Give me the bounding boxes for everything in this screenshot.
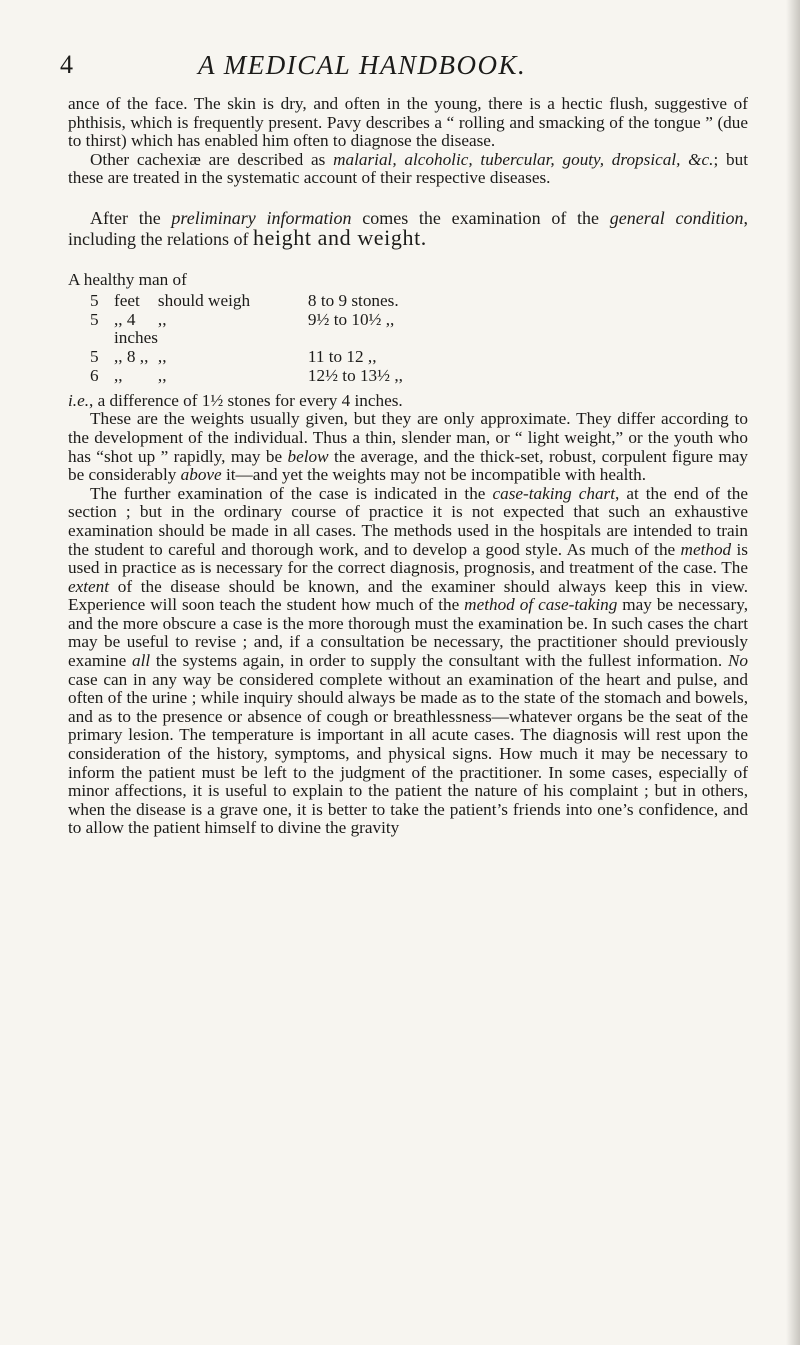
paragraph-continuation (68, 95, 748, 151)
height-unit: ,, (114, 365, 123, 385)
height-feet: 6 (90, 365, 99, 385)
paragraph-cachexiae (68, 151, 748, 188)
text-run: the average, and the thick-set, robust, corpulent figure may be considerably (68, 446, 748, 485)
weights-intro: A healthy man of (68, 269, 187, 289)
emphasis-run: height and weight. (252, 224, 427, 250)
italic-run: below (287, 446, 329, 466)
italic-run: i.e. (68, 390, 89, 410)
weight-range: 12½ to 13½ ,, (307, 365, 403, 385)
body-text (68, 95, 748, 838)
height-weight-table (90, 292, 488, 386)
text-run: of the disease should be known, and the examiner should always keep this in view. Experience will soon teach the student how much of the (68, 576, 748, 615)
italic-run: extent (68, 576, 110, 596)
italic-run: general condition (609, 207, 744, 228)
table-row (90, 348, 488, 367)
running-head: A MEDICAL HANDBOOK. (198, 50, 527, 80)
height-feet: 5 (90, 290, 99, 310)
text-run: ance of the face. The skin is dry, and often in the young, there is a hectic flush, suggestive of phthisis, which is frequently present. Pavy describes a “ rolling and smacking of the tongue ” (due to thirst) which has enabled him often to diagnose the disease. (68, 94, 748, 151)
verb-cell: should weigh (157, 290, 251, 310)
text-run: These are the weights usually given, but they are only approximate. They differ according to the development of the individual. Thus a thin, slender man, or “ light weight,” or the youth who has “shot up ” rapidly, may be (68, 409, 748, 466)
verb-cell: ,, (157, 309, 167, 329)
italic-run: No (727, 651, 749, 671)
page-header (0, 50, 800, 90)
italic-run: case-taking chart (492, 483, 616, 503)
height-feet: 5 (90, 309, 99, 329)
text-run: it—and yet the weights may not be incompatible with health. (221, 465, 647, 485)
height-unit: feet (114, 290, 140, 310)
text-run: After the (90, 207, 172, 228)
table-row (90, 311, 488, 348)
text-run: is used in practice as is necessary for the correct diagnosis, prognosis, and treatment of the case. The (68, 539, 748, 578)
text-run: may be necessary, and the more obscure a case is the more thorough must the examination be. In such cases the chart may be useful to revise ; and, if a consultation be necessary, the practitioner should previously examine (68, 595, 748, 671)
italic-run: preliminary information (171, 207, 352, 228)
table-row (90, 292, 488, 311)
italic-run: malarial, alcoholic, tubercular, gouty, dropsical, &c. (333, 149, 714, 169)
paragraph-approximate (68, 410, 748, 484)
paragraph-difference (68, 392, 748, 411)
verb-cell: ,, (157, 346, 167, 366)
paragraph-examination (68, 485, 748, 838)
text-run: Other cachexiæ are described as (90, 149, 334, 169)
weight-range: 9½ to 10½ ,, (307, 309, 395, 329)
weight-range: 11 to 12 ,, (307, 346, 377, 366)
italic-run: all (131, 651, 151, 671)
page-edge-shadow (786, 0, 800, 1345)
text-run: case can in any way be considered complete without an examination of the heart and pulse, and often of the urine ; while inquiry should always be made as to the state of the stomach and bowels, and as to the presence or absence of cough or breathlessness—whatever organs be the seat of the primary lesion. The temperature is important in all acute cases. The diagnosis will rest upon the consideration of the history, symptoms, and physical signs. How much it may be necessary to inform the patient must be left to the judgment of the practitioner. In some cases, especially of minor affections, it is useful to explain to the patient the nature of his complaint ; but in others, when the disease is a grave one, it is better to take the patient’s friends into one’s confidence, and to allow the patient himself to divine the gravity (68, 669, 748, 838)
text-run: , a difference of 1½ stones for every 4 inches. (89, 390, 403, 410)
text-run: ; but these are treated in the systematic account of their respective diseases. (68, 149, 748, 188)
paragraph-general-condition (68, 208, 748, 249)
height-unit: ,, 4 inches (114, 309, 158, 348)
page-number: 4 (60, 50, 73, 79)
height-unit: ,, 8 ,, (114, 346, 149, 366)
weight-range: 8 to 9 stones. (307, 290, 399, 310)
italic-run: above (180, 465, 222, 485)
text-run: the systems again, in order to supply the consultant with the fullest information. (150, 651, 728, 671)
weights-rows (90, 292, 488, 386)
table-row (90, 367, 488, 386)
italic-run: method of case-taking (464, 595, 618, 615)
text-run: , at the end of the section ; but in the ordinary course of practice it is not expected that such an exhaustive examination should be made in all cases. The methods used in the hospitals are intended to train the student to careful and thorough work, and to develop a good style. As much of the (68, 483, 748, 559)
text-run: , including the relations of (68, 207, 748, 249)
italic-run: method (680, 539, 732, 559)
verb-cell: ,, (157, 365, 167, 385)
text-run: comes the examination of the (351, 207, 610, 228)
text-run: The further examination of the case is indicated in the (90, 483, 493, 503)
height-feet: 5 (90, 346, 99, 366)
